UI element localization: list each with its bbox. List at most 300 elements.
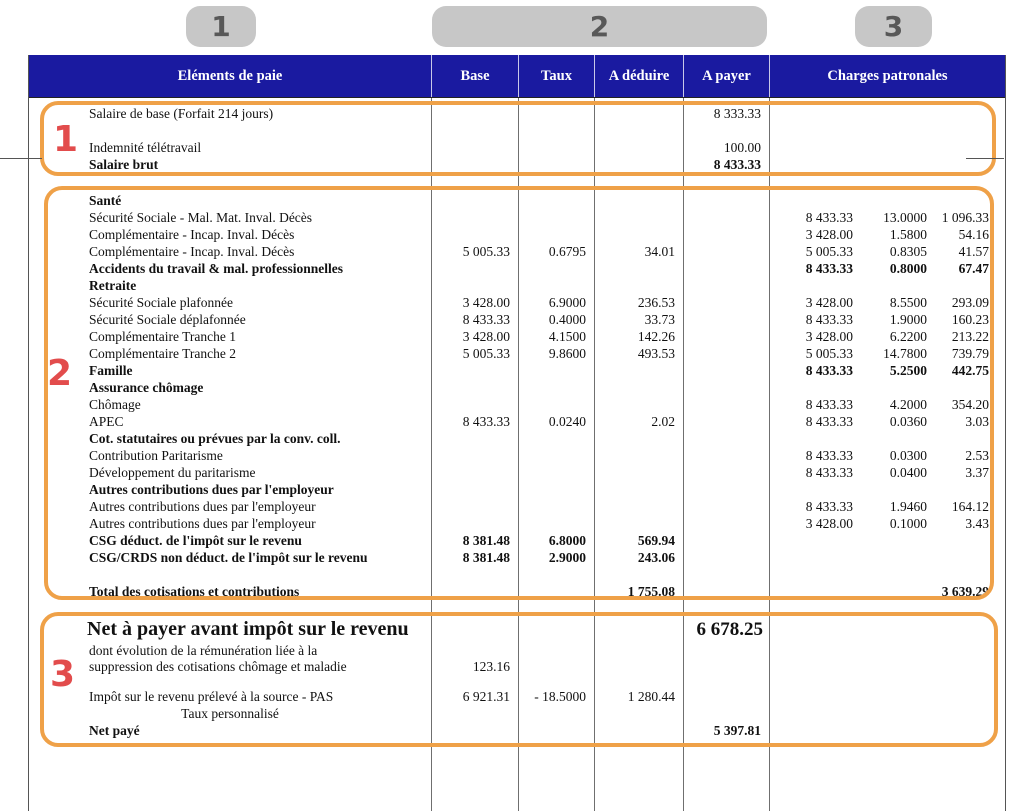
cell-a-payer <box>683 413 769 430</box>
cell-a-payer: 6 678.25 <box>696 619 763 640</box>
cell-a-deduire <box>594 498 683 515</box>
cell-base <box>431 122 518 139</box>
cell-cp-taux <box>853 583 927 600</box>
cell-base: 8 433.33 <box>462 312 510 327</box>
cell-cp-taux <box>853 532 927 549</box>
cell-a-deduire: 569.94 <box>637 533 675 548</box>
header-elements-de-paie: Eléments de paie <box>177 67 283 84</box>
row-label: Taux personnalisé <box>181 706 279 721</box>
row-label: Autres contributions dues par l'employeur <box>89 499 316 514</box>
cell-cp-amt <box>927 549 989 566</box>
cell-cp-base <box>769 705 853 722</box>
cell-cp-taux <box>853 675 927 688</box>
table-row <box>29 105 1005 122</box>
row-label <box>29 122 431 139</box>
cell-taux: 6.9000 <box>548 295 586 310</box>
cell-charges-patronales <box>769 583 1005 600</box>
cell-cp-base <box>769 616 853 643</box>
table-row <box>29 294 1005 311</box>
blank-row <box>29 566 1005 583</box>
cell-base <box>431 566 518 583</box>
table-row <box>29 616 1005 643</box>
table-row <box>29 156 1005 173</box>
cell-charges-patronales <box>769 362 1005 379</box>
cell-cp-base: 8 433.33 <box>805 499 853 514</box>
cell-a-payer: 5 397.81 <box>713 723 761 738</box>
cell-a-payer <box>683 688 769 705</box>
cell-cp-taux <box>853 481 927 498</box>
cell-cp-taux: 0.1000 <box>889 516 927 531</box>
cell-a-payer: 100.00 <box>723 140 761 155</box>
cell-taux <box>518 379 594 396</box>
section-salaire-rows <box>29 105 1005 173</box>
cell-a-payer <box>683 379 769 396</box>
cell-charges-patronales <box>769 226 1005 243</box>
cell-cp-amt: 739.79 <box>951 346 989 361</box>
cell-taux <box>518 105 594 122</box>
cell-cp-base: 3 428.00 <box>805 227 853 242</box>
row-label: Total des cotisations et contributions <box>89 584 300 599</box>
cell-a-payer <box>683 675 769 688</box>
cell-cp-base: 8 433.33 <box>805 448 853 463</box>
cell-taux <box>518 209 594 226</box>
cell-cp-taux <box>853 688 927 705</box>
cell-cp-taux <box>853 643 927 659</box>
header-taux: Taux <box>518 55 594 97</box>
cell-cp-taux <box>853 156 927 173</box>
cell-cp-amt: 3.03 <box>965 414 989 429</box>
table-row <box>29 447 1005 464</box>
cell-cp-taux: 1.9460 <box>889 499 927 514</box>
cell-base <box>431 209 518 226</box>
step-badge-1: 1 <box>186 6 256 47</box>
cell-cp-taux: 4.2000 <box>889 397 927 412</box>
fold-mark-left <box>0 158 42 159</box>
cell-a-deduire: 243.06 <box>637 550 675 565</box>
cell-a-deduire <box>594 447 683 464</box>
cell-taux: 4.1500 <box>548 329 586 344</box>
cell-taux <box>518 447 594 464</box>
cell-charges-patronales <box>769 447 1005 464</box>
cell-taux: - 18.5000 <box>534 689 586 704</box>
cell-taux: 6.8000 <box>548 533 586 548</box>
cell-a-deduire <box>594 515 683 532</box>
cell-a-payer <box>683 226 769 243</box>
cell-cp-base: 8 433.33 <box>805 312 853 327</box>
cell-a-payer <box>683 464 769 481</box>
table-row <box>29 311 1005 328</box>
cell-taux <box>518 705 594 722</box>
cell-a-payer <box>683 498 769 515</box>
cell-cp-amt <box>927 430 989 447</box>
cell-cp-base: 8 433.33 <box>805 414 853 429</box>
cell-charges-patronales <box>769 675 1005 688</box>
cell-a-deduire: 33.73 <box>644 312 675 327</box>
cell-cp-base: 3 428.00 <box>805 329 853 344</box>
cell-cp-taux <box>853 379 927 396</box>
cell-taux <box>518 192 594 209</box>
cell-charges-patronales <box>769 616 1005 643</box>
cell-taux <box>518 515 594 532</box>
cell-a-payer <box>683 362 769 379</box>
cell-a-payer <box>683 705 769 722</box>
table-row <box>29 328 1005 345</box>
cell-a-deduire: 236.53 <box>637 295 675 310</box>
cell-cp-taux: 13.0000 <box>883 210 927 225</box>
cell-charges-patronales <box>769 243 1005 260</box>
cell-cp-base: 3 428.00 <box>805 295 853 310</box>
cell-a-deduire <box>594 260 683 277</box>
table-row <box>29 430 1005 447</box>
cell-base: 8 381.48 <box>462 550 510 565</box>
cell-cp-base <box>769 688 853 705</box>
cell-base: 3 428.00 <box>462 295 510 310</box>
cell-cp-taux: 0.0400 <box>889 465 927 480</box>
cell-cp-amt <box>927 688 989 705</box>
cell-charges-patronales <box>769 413 1005 430</box>
cell-charges-patronales <box>769 139 1005 156</box>
cell-taux: 9.8600 <box>548 346 586 361</box>
cell-taux <box>518 722 594 739</box>
cell-charges-patronales <box>769 311 1005 328</box>
cell-a-payer <box>683 481 769 498</box>
row-label: CSG/CRDS non déduct. de l'impôt sur le revenu <box>89 550 368 565</box>
cell-cp-base <box>769 192 853 209</box>
cell-cp-taux <box>853 566 927 583</box>
table-row <box>29 362 1005 379</box>
cell-cp-taux <box>853 139 927 156</box>
cell-cp-amt <box>927 643 989 659</box>
cell-cp-base <box>769 105 853 122</box>
table-row <box>29 659 1005 675</box>
cell-cp-base <box>769 566 853 583</box>
table-row <box>29 583 1005 600</box>
row-label: Salaire brut <box>89 157 159 172</box>
cell-taux <box>518 122 594 139</box>
cell-a-payer <box>683 643 769 659</box>
cell-a-deduire <box>594 362 683 379</box>
cell-base <box>431 139 518 156</box>
cell-cp-amt: 354.20 <box>951 397 989 412</box>
cell-taux <box>518 396 594 413</box>
cell-charges-patronales <box>769 430 1005 447</box>
cell-cp-taux: 0.8000 <box>889 261 927 276</box>
cell-cp-base <box>769 139 853 156</box>
cell-cp-amt <box>927 105 989 122</box>
row-label: Santé <box>89 193 122 208</box>
cell-cp-taux <box>853 122 927 139</box>
cell-cp-amt: 2.53 <box>965 448 989 463</box>
cell-cp-base: 8 433.33 <box>805 465 853 480</box>
cell-cp-taux: 0.0300 <box>889 448 927 463</box>
table-row <box>29 688 1005 705</box>
cell-cp-base <box>769 583 853 600</box>
cell-a-payer <box>683 122 769 139</box>
cell-taux: 0.0240 <box>548 414 586 429</box>
cell-charges-patronales <box>769 659 1005 675</box>
cell-a-payer <box>683 583 769 600</box>
cell-charges-patronales <box>769 209 1005 226</box>
cell-base <box>431 498 518 515</box>
cell-taux <box>518 226 594 243</box>
cell-a-deduire <box>594 464 683 481</box>
row-label: Salaire de base (Forfait 214 jours) <box>89 106 274 121</box>
cell-taux <box>518 481 594 498</box>
header-base: Base <box>431 55 518 97</box>
cell-a-payer <box>683 447 769 464</box>
cell-a-payer <box>683 430 769 447</box>
cell-cp-taux: 6.2200 <box>889 329 927 344</box>
cell-cp-amt: 3 639.29 <box>941 584 989 599</box>
blank-row <box>29 675 1005 688</box>
cell-taux <box>518 362 594 379</box>
cell-cp-taux: 14.7800 <box>883 346 927 361</box>
row-label <box>29 566 431 583</box>
row-label: Famille <box>89 363 133 378</box>
cell-base <box>431 464 518 481</box>
cell-base: 8 381.48 <box>462 533 510 548</box>
cell-charges-patronales <box>769 345 1005 362</box>
cell-a-payer <box>683 566 769 583</box>
cell-a-deduire <box>594 481 683 498</box>
cell-cp-base <box>769 481 853 498</box>
cell-charges-patronales <box>769 688 1005 705</box>
cell-cp-base <box>769 659 853 675</box>
cell-a-deduire <box>594 705 683 722</box>
cell-taux: 0.4000 <box>548 312 586 327</box>
table-row <box>29 498 1005 515</box>
cell-cp-amt: 41.57 <box>958 244 989 259</box>
cell-cp-base: 8 433.33 <box>805 397 853 412</box>
cell-cp-taux: 1.5800 <box>889 227 927 242</box>
cell-cp-amt <box>927 675 989 688</box>
cell-cp-amt: 54.16 <box>958 227 989 242</box>
cell-taux <box>518 583 594 600</box>
cell-cp-base: 8 433.33 <box>805 261 853 276</box>
cell-cp-amt <box>927 122 989 139</box>
table-row <box>29 549 1005 566</box>
cell-cp-base <box>769 722 853 739</box>
cell-cp-amt <box>927 659 989 675</box>
cell-charges-patronales <box>769 549 1005 566</box>
cell-taux: 2.9000 <box>548 550 586 565</box>
cell-taux <box>518 277 594 294</box>
cell-a-deduire <box>594 379 683 396</box>
cell-base <box>431 379 518 396</box>
cell-cp-amt <box>927 616 989 643</box>
table-row <box>29 260 1005 277</box>
row-label: Sécurité Sociale déplafonnée <box>89 312 246 327</box>
row-label: Accidents du travail & mal. professionnelles <box>89 261 343 276</box>
cell-a-deduire: 142.26 <box>637 329 675 344</box>
cell-cp-base <box>769 156 853 173</box>
cell-charges-patronales <box>769 396 1005 413</box>
cell-charges-patronales <box>769 643 1005 659</box>
cell-cp-amt <box>927 566 989 583</box>
cell-cp-amt <box>927 379 989 396</box>
row-label: Sécurité Sociale plafonnée <box>89 295 233 310</box>
cell-a-payer: 8 433.33 <box>713 157 761 172</box>
payslip-table <box>28 55 1006 811</box>
cell-a-deduire <box>594 643 683 659</box>
cell-a-deduire <box>594 122 683 139</box>
cell-charges-patronales <box>769 294 1005 311</box>
cell-base <box>431 447 518 464</box>
header-charges-patronales: Charges patronales <box>769 55 1005 97</box>
table-row <box>29 705 1005 722</box>
row-label: Retraite <box>89 278 137 293</box>
row-label: Indemnité télétravail <box>89 140 202 155</box>
cell-a-payer <box>683 659 769 675</box>
cell-base <box>431 260 518 277</box>
row-label: Net à payer avant impôt sur le revenu <box>87 618 409 640</box>
row-label: Développement du paritarisme <box>89 465 256 480</box>
table-row <box>29 139 1005 156</box>
cell-a-payer <box>683 532 769 549</box>
cell-base <box>431 515 518 532</box>
cell-a-payer: 8 333.33 <box>713 106 761 121</box>
cell-charges-patronales <box>769 722 1005 739</box>
cell-a-deduire <box>594 430 683 447</box>
table-row <box>29 643 1005 659</box>
cell-a-deduire <box>594 209 683 226</box>
cell-cp-taux <box>853 430 927 447</box>
cell-charges-patronales <box>769 192 1005 209</box>
cell-taux <box>518 659 594 675</box>
cell-cp-taux: 1.9000 <box>889 312 927 327</box>
table-row <box>29 481 1005 498</box>
row-label <box>29 675 431 688</box>
header-a-payer: A payer <box>683 55 769 97</box>
cell-cp-base <box>769 277 853 294</box>
cell-base: 123.16 <box>472 659 510 674</box>
cell-taux <box>518 430 594 447</box>
row-label: Autres contributions dues par l'employeur <box>89 516 316 531</box>
row-label: suppression des cotisations chômage et maladie <box>89 659 347 674</box>
blank-row <box>29 122 1005 139</box>
cell-taux <box>518 464 594 481</box>
cell-cp-amt: 213.22 <box>951 329 989 344</box>
cell-cp-taux <box>853 105 927 122</box>
cell-charges-patronales <box>769 566 1005 583</box>
cell-a-deduire <box>594 722 683 739</box>
cell-base <box>431 583 518 600</box>
cell-a-deduire <box>594 139 683 156</box>
cell-a-deduire <box>594 675 683 688</box>
cell-base <box>431 226 518 243</box>
table-row <box>29 532 1005 549</box>
cell-cp-amt <box>927 532 989 549</box>
cell-cp-base <box>769 379 853 396</box>
row-label: Impôt sur le revenu prélevé à la source - PAS <box>89 689 334 704</box>
cell-base <box>431 481 518 498</box>
table-row <box>29 464 1005 481</box>
cell-a-payer <box>683 328 769 345</box>
cell-charges-patronales <box>769 122 1005 139</box>
cell-cp-taux <box>853 616 927 643</box>
cell-charges-patronales <box>769 105 1005 122</box>
cell-a-payer <box>683 396 769 413</box>
table-row <box>29 277 1005 294</box>
cell-base: 5 005.33 <box>462 244 510 259</box>
cell-cp-base: 8 433.33 <box>805 363 853 378</box>
row-label: Chômage <box>89 397 141 412</box>
cell-a-deduire <box>594 192 683 209</box>
cell-cp-taux <box>853 659 927 675</box>
table-row <box>29 192 1005 209</box>
cell-cp-base: 5 005.33 <box>805 244 853 259</box>
cell-taux: 0.6795 <box>548 244 586 259</box>
cell-a-payer <box>683 260 769 277</box>
cell-a-deduire <box>594 105 683 122</box>
table-row <box>29 345 1005 362</box>
cell-base <box>431 705 518 722</box>
cell-cp-amt <box>927 722 989 739</box>
cell-cp-amt <box>927 139 989 156</box>
cell-cp-base <box>769 430 853 447</box>
cell-a-deduire: 1 755.08 <box>627 584 675 599</box>
table-row <box>29 243 1005 260</box>
row-label: Sécurité Sociale - Mal. Mat. Inval. Décès <box>89 210 313 225</box>
cell-cp-base <box>769 532 853 549</box>
cell-a-payer <box>683 192 769 209</box>
cell-a-deduire: 34.01 <box>644 244 675 259</box>
row-label: APEC <box>89 414 124 429</box>
cell-cp-amt: 160.23 <box>951 312 989 327</box>
cell-taux <box>518 156 594 173</box>
row-label: dont évolution de la rémunération liée à la <box>89 643 318 658</box>
cell-cp-base <box>769 675 853 688</box>
row-label: Cot. statutaires ou prévues par la conv. coll. <box>89 431 341 446</box>
cell-a-deduire: 1 280.44 <box>627 689 675 704</box>
section-cotisations-rows <box>29 192 1005 600</box>
table-header <box>29 55 1005 98</box>
cell-charges-patronales <box>769 532 1005 549</box>
row-label: Complémentaire - Incap. Inval. Décès <box>89 227 295 242</box>
cell-a-deduire <box>594 396 683 413</box>
cell-base: 8 433.33 <box>462 414 510 429</box>
step-badge-2: 2 <box>432 6 767 47</box>
fold-mark-right <box>966 158 1004 159</box>
cell-cp-amt: 164.12 <box>951 499 989 514</box>
cell-base <box>431 105 518 122</box>
cell-a-payer <box>683 311 769 328</box>
cell-cp-amt: 293.09 <box>951 295 989 310</box>
cell-cp-taux <box>853 722 927 739</box>
cell-base: 3 428.00 <box>462 329 510 344</box>
cell-a-payer <box>683 294 769 311</box>
cell-cp-amt: 67.47 <box>958 261 989 276</box>
cell-base: 5 005.33 <box>462 346 510 361</box>
cell-a-deduire: 493.53 <box>637 346 675 361</box>
cell-charges-patronales <box>769 498 1005 515</box>
cell-a-payer <box>683 209 769 226</box>
cell-cp-taux <box>853 277 927 294</box>
section-number-1: 1 <box>53 119 79 160</box>
cell-a-payer <box>683 515 769 532</box>
cell-taux <box>518 498 594 515</box>
section-number-3: 3 <box>50 654 76 695</box>
table-row <box>29 379 1005 396</box>
cell-cp-amt <box>927 705 989 722</box>
table-row <box>29 413 1005 430</box>
cell-cp-taux <box>853 192 927 209</box>
row-label: Net payé <box>89 723 140 738</box>
cell-base: 6 921.31 <box>462 689 510 704</box>
cell-cp-amt: 3.37 <box>965 465 989 480</box>
cell-a-deduire <box>594 277 683 294</box>
cell-cp-taux: 5.2500 <box>889 363 927 378</box>
